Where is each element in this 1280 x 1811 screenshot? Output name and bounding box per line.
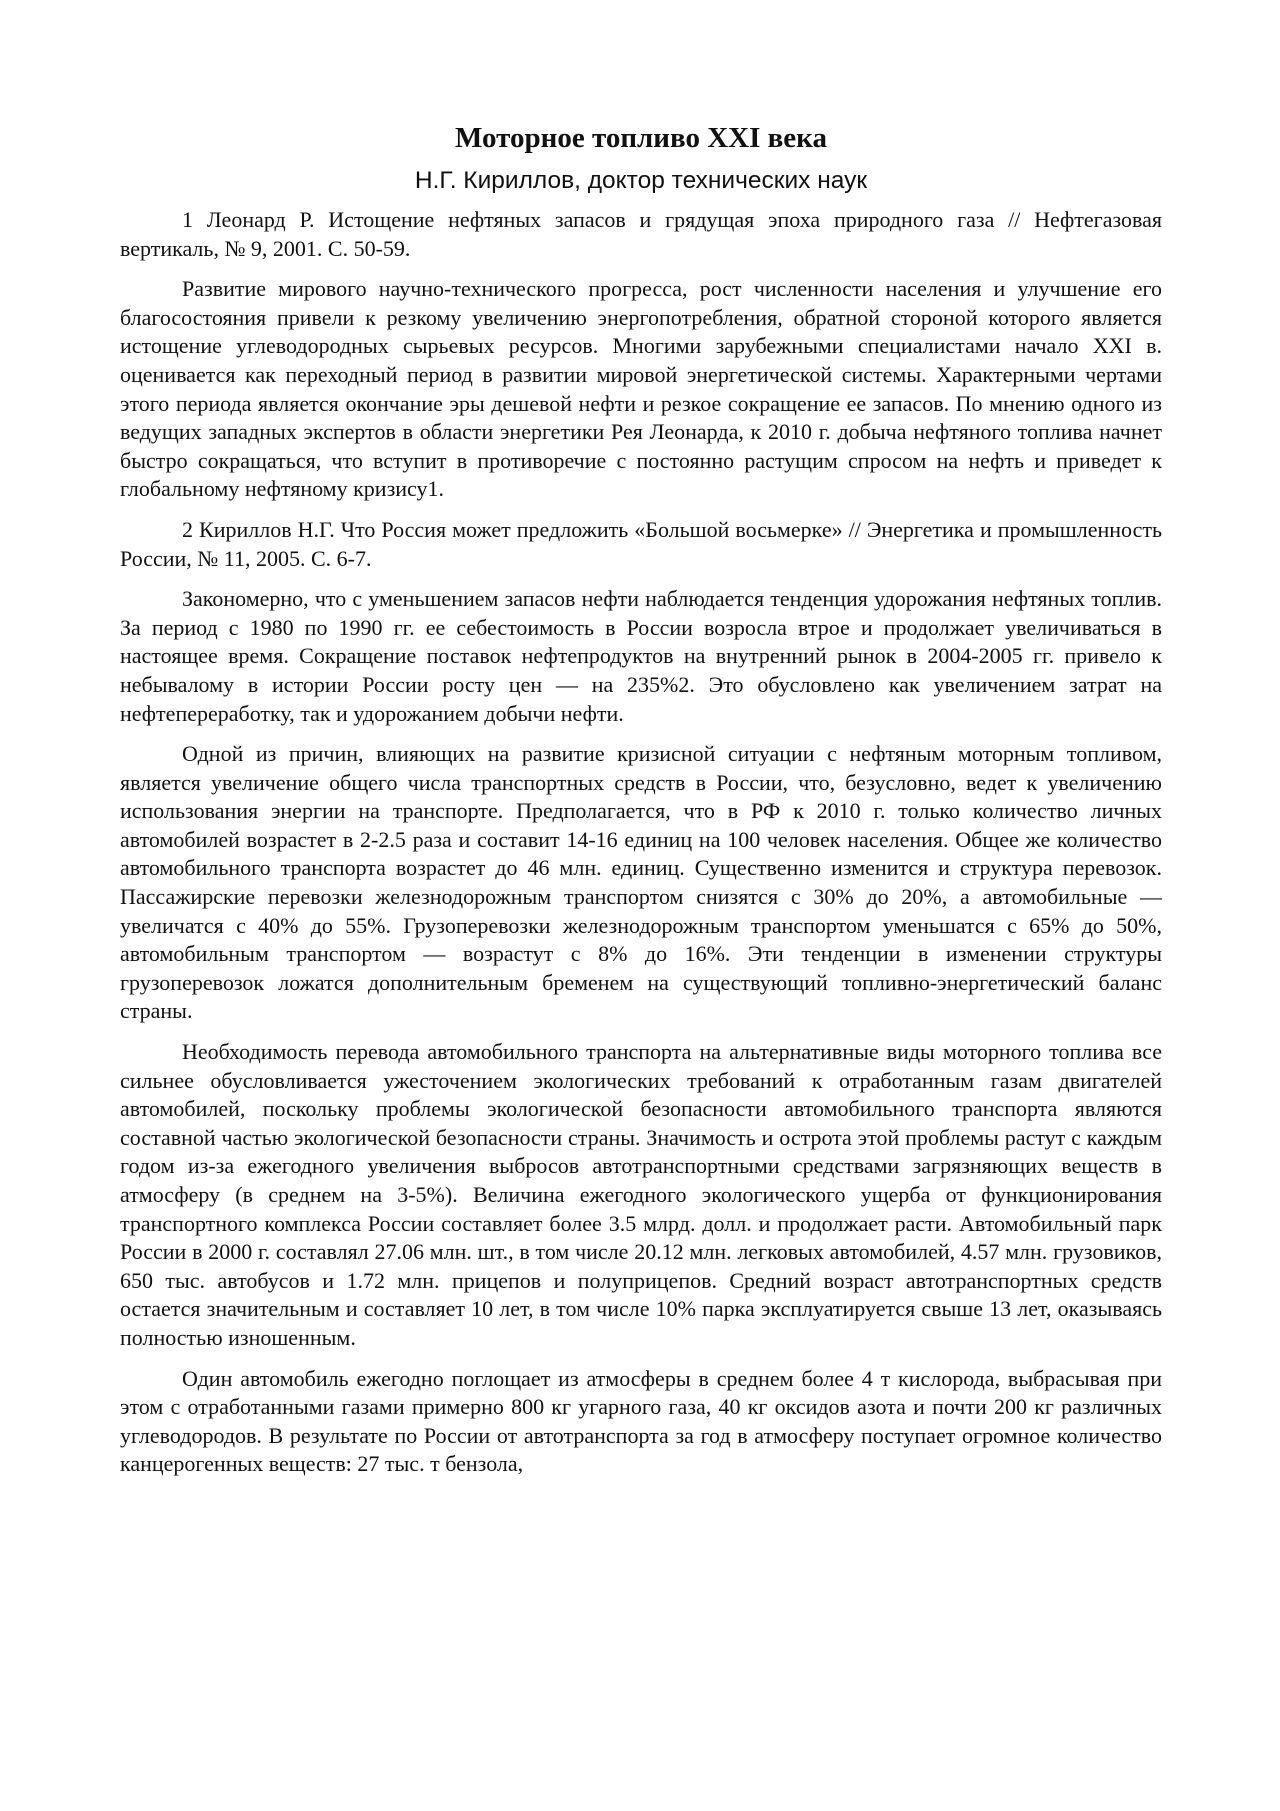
paragraph-intro: Развитие мирового научно-технического прогресса, рост численности населения и улучшение его благосостояния привели к резкому увеличению энергопотребления, обратной стороной которого является истощение углеводородных сырьевых ресурсов. Многими зарубежными специалистами начало XXI в. оценивается как переходный период в развитии мировой энергетической системы. Характерными чертами этого периода является окончание эры дешевой нефти и резкое сокращение ее запасов. По мнению одного из ведущих западных экспертов в области энергетики Рея Леонарда, к 2010 г. добыча нефтяного топлива начнет быстро сокращаться, что вступит в противоречие с постоянно растущим спросом на нефть и приведет к глобальному нефтяному кризису1. xyxy=(120,276,1162,502)
document-page xyxy=(120,118,1162,1491)
document-title: Моторное топливо XXI века xyxy=(455,122,827,154)
paragraph-ecology: Необходимость перевода автомобильного транспорта на альтернативные виды моторного топлива все сильнее обусловливается ужесточением экологических требований к отработанным газам двигателей автомобилей, поскольку проблемы экологической безопасности автомобильного транспорта являются составной частью экологической безопасности страны. Значимость и острота этой проблемы растут с каждым годом из-за ежегодного увеличения выбросов автотранспортными средствами загрязняющих веществ в атмосферу (в среднем на 3-5%). Величина ежегодного экологического ущерба от функционирования транспортного комплекса России составляет более 3.5 млрд. долл. и продолжает расти. Автомобильный парк России в 2000 г. составлял 27.06 млн. шт., в том числе 20.12 млн. легковых автомобилей, 4.57 млн. грузовиков, 650 тыс. автобусов и 1.72 млн. прицепов и полуприцепов. Средний возраст автотранспортных средств остается значительным и составляет 10 лет, в том числе 10% парка эксплуатируется свыше 13 лет, оказываясь полностью изношенным. xyxy=(120,1039,1162,1350)
paragraph-transport: Одной из причин, влияющих на развитие кризисной ситуации с нефтяным моторным топливом, является увеличение общего числа транспортных средств в России, что, безусловно, ведет к увеличению использования энергии на транспорте. Предполагается, что в РФ к 2010 г. только количество личных автомобилей возрастет в 2-2.5 раза и составит 14-16 единиц на 100 человек населения. Общее же количество автомобильного транспорта возрастет до 46 млн. единиц. Существенно изменится и структура перевозок. Пассажирские перевозки железнодорожным транспортом снизятся с 30% до 20%, а автомобильные — увеличатся с 40% до 55%. Грузоперевозки железнодорожным транспортом уменьшатся с 65% до 50%, автомобильным транспортом — возрастут с 8% до 16%. Эти тенденции в изменении структуры грузоперевозок ложатся дополнительным бременем на существующий топливно-энергетический баланс страны. xyxy=(120,741,1162,1024)
paragraph-prices: Закономерно, что с уменьшением запасов нефти наблюдается тенденция удорожания нефтяных топлив. За период с 1980 по 1990 гг. ее себестоимость в России возросла втрое и продолжает увеличиваться в настоящее время. Сокращение поставок нефтепродуктов на внутренний рынок в 2004-2005 гг. привело к небывалому в истории России росту цен — на 235%2. Это обусловлено как увеличением затрат на нефтепереработку, так и удорожанием добычи нефти. xyxy=(120,586,1162,726)
document-author: Н.Г. Кириллов, доктор технических наук xyxy=(414,167,868,194)
paragraph-emissions: Один автомобиль ежегодно поглощает из атмосферы в среднем более 4 т кислорода, выбрасывая при этом с отработанными газами примерно 800 кг угарного газа, 40 кг оксидов азота и почти 200 кг различных углеводородов. В результате по России от автотранспорта за год в атмосферу поступает огромное количество канцерогенных веществ: 27 тыс. т бензола, xyxy=(120,1365,1162,1477)
footnote-1: 1 Леонард Р. Истощение нефтяных запасов и грядущая эпоха природного газа // Нефтегазовая вертикаль, № 9, 2001. С. 50-59. xyxy=(120,207,1162,261)
footnote-2: 2 Кириллов Н.Г. Что Россия может предложить «Большой восьмерке» // Энергетика и промышленность России, № 11, 2005. С. 6-7. xyxy=(120,516,1162,571)
